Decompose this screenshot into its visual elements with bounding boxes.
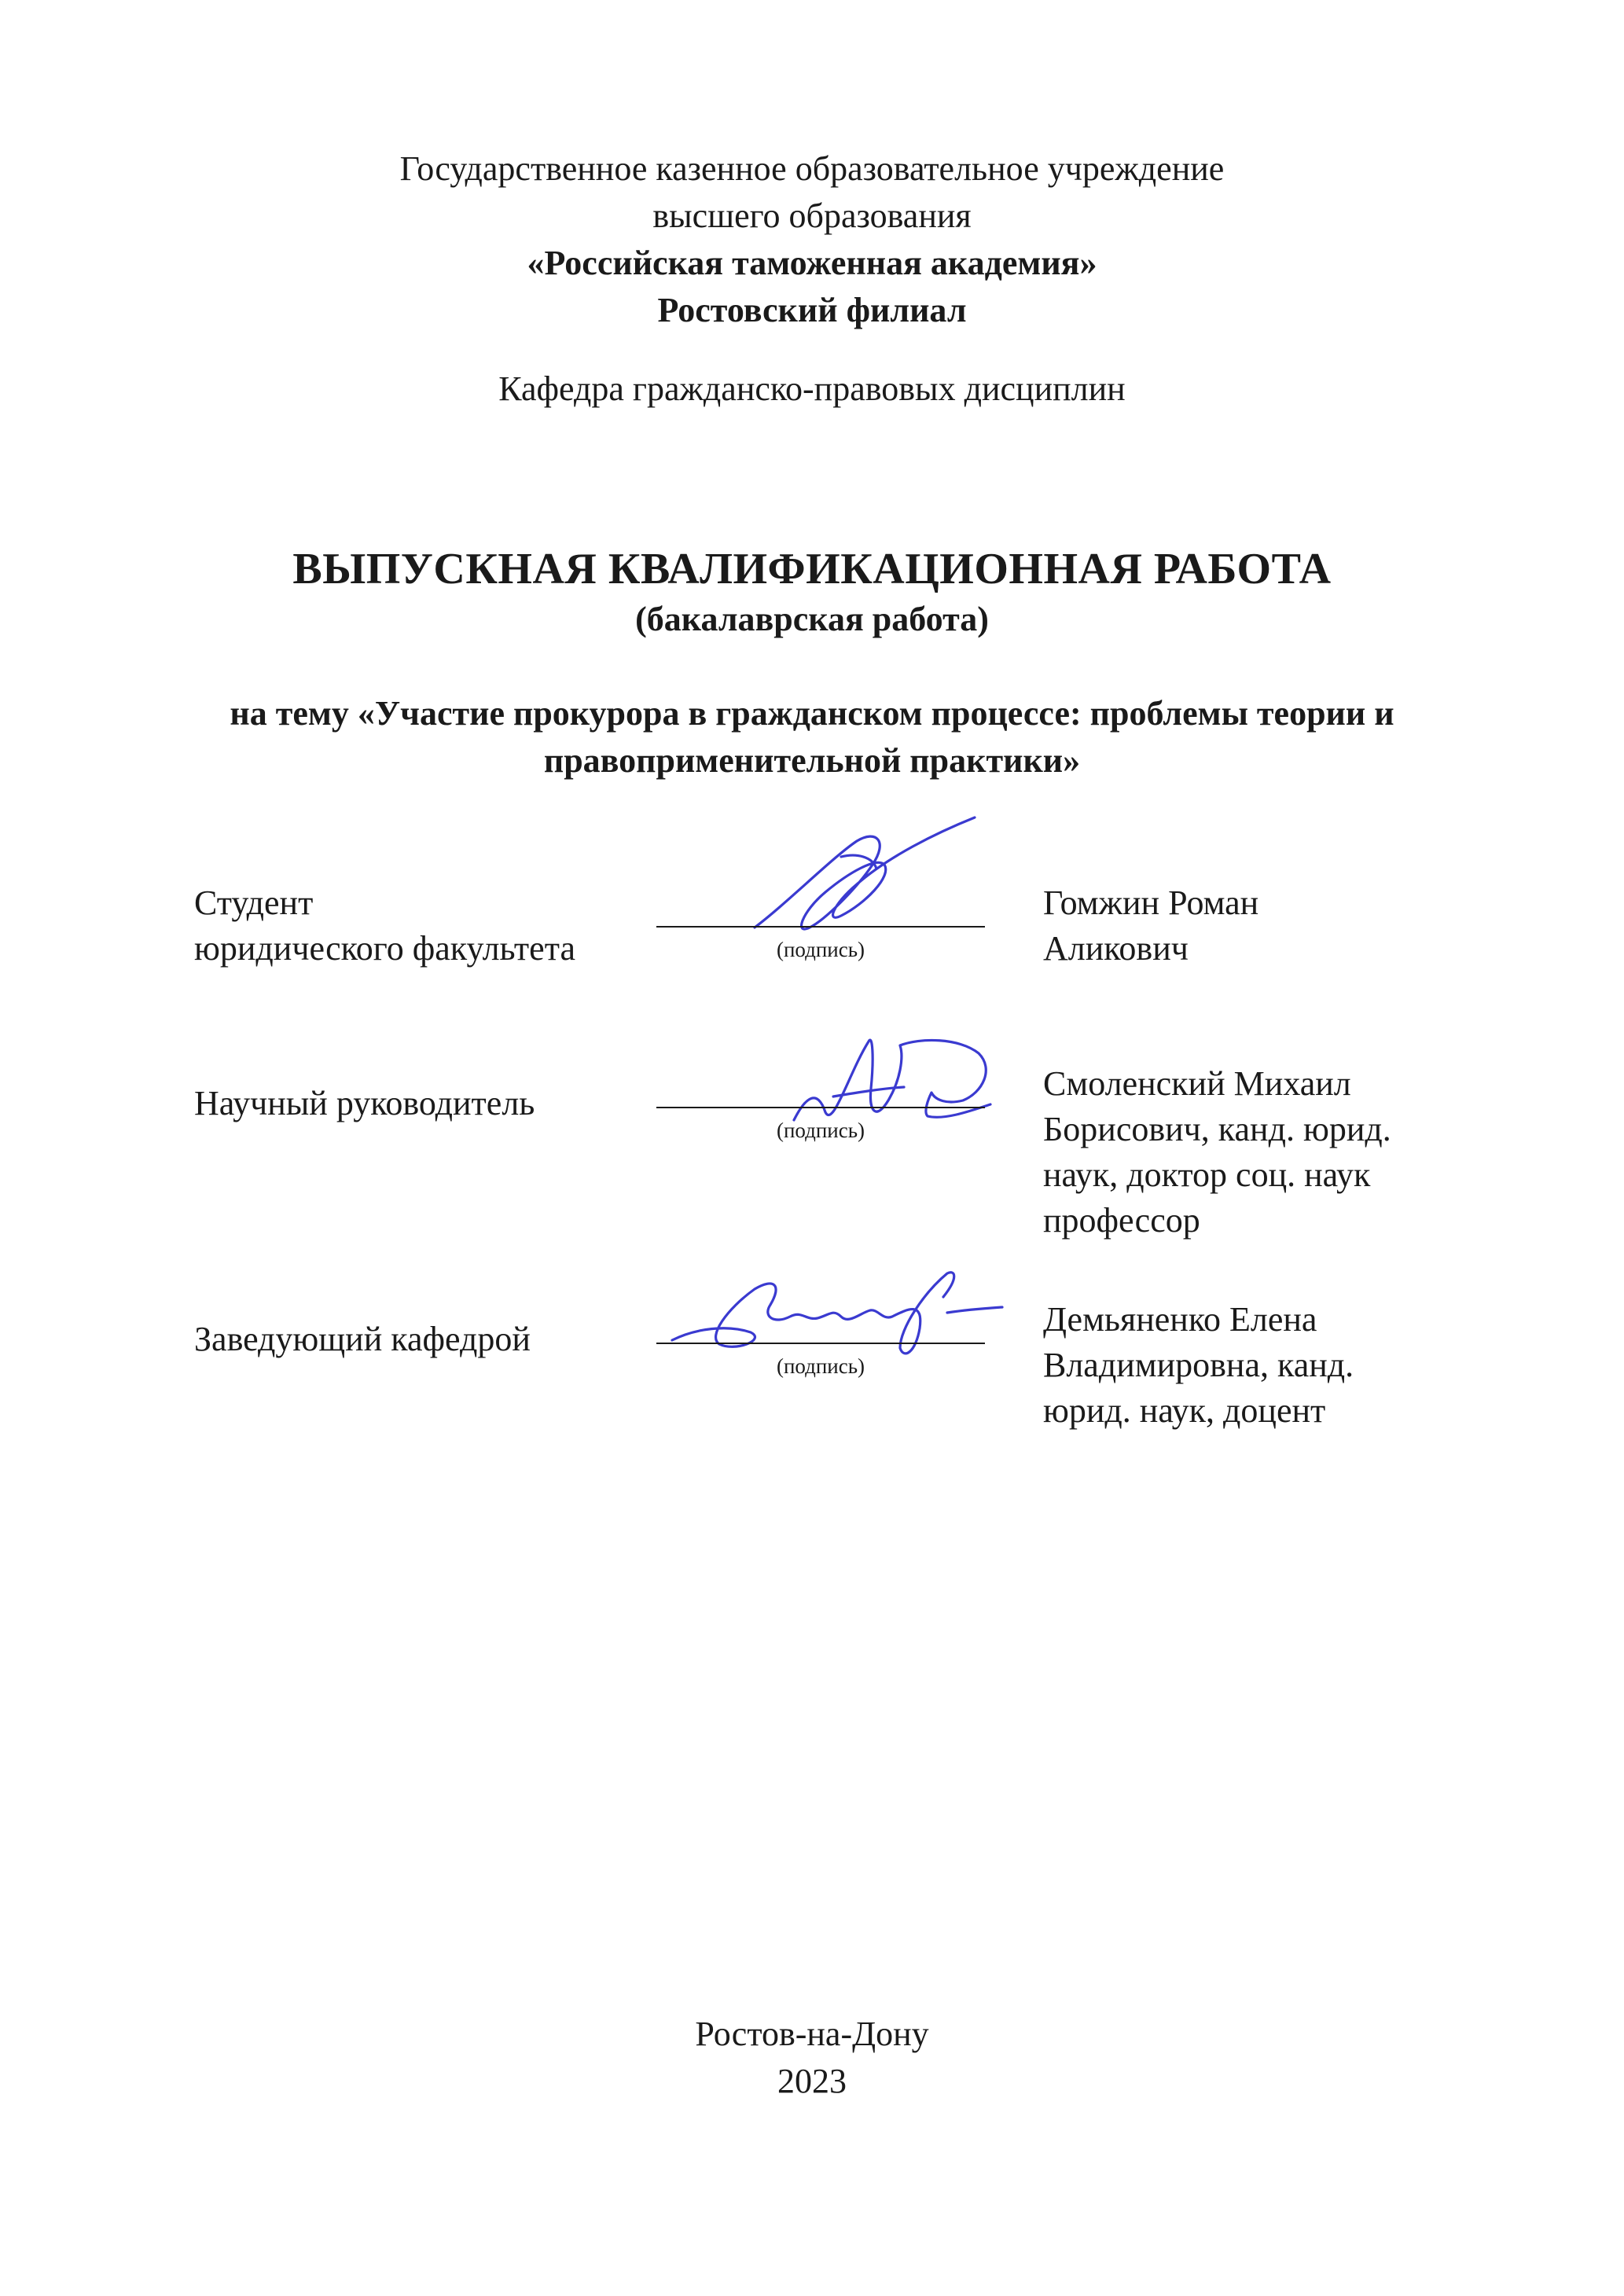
branch-name: Ростовский филиал — [657, 291, 967, 329]
signature-caption: (подпись) — [776, 938, 865, 961]
role-line: юридического факультета — [194, 929, 575, 968]
topic-line-1: на тему «Участие прокурора в гражданском процессе: проблемы теории и — [230, 694, 1394, 733]
signature-line — [656, 1107, 985, 1108]
thesis-topic — [0, 690, 1624, 784]
name-line: Демьяненко Елена — [1043, 1300, 1317, 1339]
footer-year: 2023 — [777, 2062, 847, 2100]
signature-caption: (подпись) — [776, 1119, 865, 1142]
name-line: Гомжин Роман — [1043, 884, 1259, 922]
document-title: ВЫПУСКНАЯ КВАЛИФИКАЦИОННАЯ РАБОТА — [292, 545, 1332, 593]
signature-line — [656, 926, 985, 928]
role-supervisor — [194, 1081, 535, 1126]
role-student — [194, 880, 575, 972]
role-head-of-department — [194, 1317, 531, 1362]
signer-name-supervisor — [1043, 1061, 1483, 1244]
document-subtitle: (бакалаврская работа) — [635, 600, 989, 638]
signature-caption: (подпись) — [776, 1354, 865, 1378]
name-line: Смоленский Михаил — [1043, 1064, 1351, 1103]
topic-line-2: правоприменительной практики» — [543, 741, 1081, 780]
role-line: Студент — [194, 884, 314, 922]
name-line: профессор — [1043, 1201, 1200, 1240]
role-line: Научный руководитель — [194, 1084, 535, 1122]
department-name: Кафедра гражданско-правовых дисциплин — [498, 369, 1126, 408]
footer — [0, 2011, 1624, 2105]
signature-line — [656, 1343, 985, 1344]
header-line-1: Государственное казенное образовательное учреждение — [399, 149, 1225, 188]
signer-name-head — [1043, 1297, 1483, 1434]
institution-header — [0, 145, 1624, 334]
name-line: наук, доктор соц. наук — [1043, 1155, 1371, 1194]
academy-name: «Российская таможенная академия» — [527, 244, 1097, 282]
name-line: Борисович, канд. юрид. — [1043, 1110, 1391, 1148]
name-line: Аликович — [1043, 929, 1189, 968]
name-line: Владимировна, канд. — [1043, 1346, 1354, 1384]
signer-name-student — [1043, 880, 1483, 972]
role-line: Заведующий кафедрой — [194, 1320, 531, 1358]
header-line-2: высшего образования — [652, 197, 972, 235]
footer-city: Ростов-на-Дону — [695, 2015, 929, 2053]
name-line: юрид. наук, доцент — [1043, 1391, 1326, 1430]
